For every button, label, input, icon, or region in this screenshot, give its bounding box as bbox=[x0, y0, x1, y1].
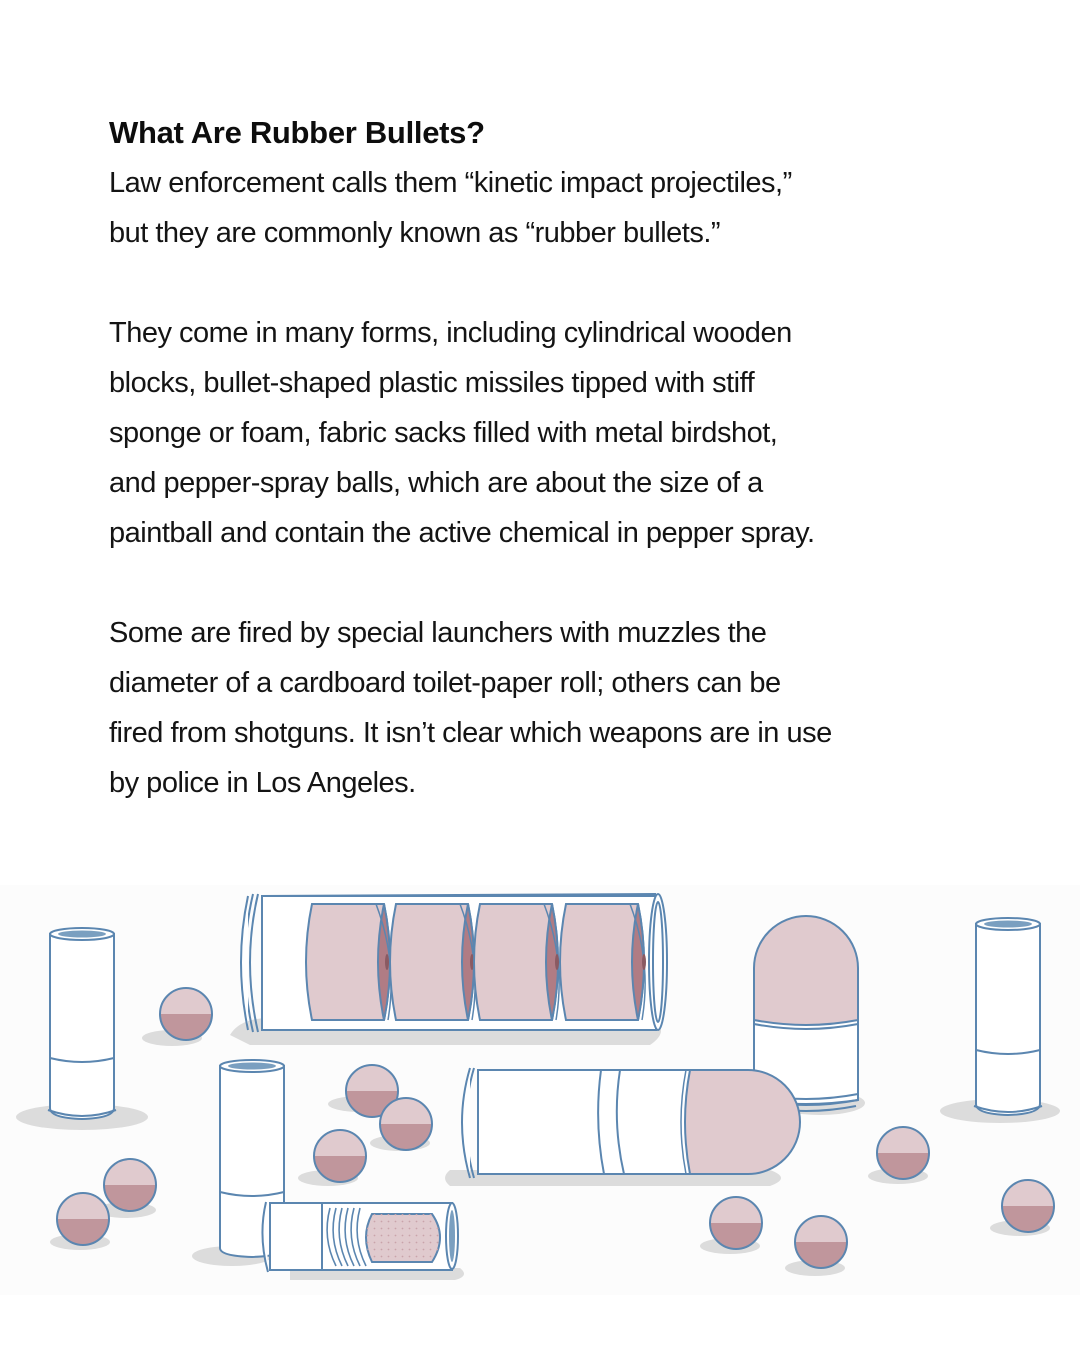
paragraph-launchers bbox=[109, 608, 1009, 808]
paragraph-forms bbox=[109, 308, 1009, 558]
pepper-ball-icon bbox=[877, 1127, 929, 1179]
pepper-ball-icon bbox=[160, 988, 212, 1040]
pepper-ball-icon bbox=[57, 1193, 109, 1245]
shotgun-shell-left bbox=[48, 928, 116, 1119]
text-line: fired from shotguns. It isn’t clear which weapons are in use bbox=[109, 717, 832, 749]
text-line: diameter of a cardboard toilet-paper roll; others can be bbox=[109, 667, 781, 699]
shotgun-shell-right bbox=[974, 918, 1042, 1115]
sponge-round-lying bbox=[462, 1068, 800, 1178]
text-line: paintball and contain the active chemical in pepper spray. bbox=[109, 517, 815, 549]
paragraph-intro bbox=[109, 158, 1009, 258]
pepper-ball-icon bbox=[104, 1159, 156, 1211]
wooden-block-round bbox=[241, 894, 667, 1032]
pepper-ball-icon bbox=[795, 1216, 847, 1268]
pepper-ball-icon bbox=[380, 1098, 432, 1150]
bean-bag-round bbox=[262, 1202, 458, 1272]
text-line: Law enforcement calls them “kinetic impact projectiles,” bbox=[109, 167, 792, 199]
article-title: What Are Rubber Bullets? bbox=[109, 115, 485, 150]
text-line: sponge or foam, fabric sacks filled with metal birdshot, bbox=[109, 417, 778, 449]
article bbox=[109, 108, 1009, 858]
pepper-ball-icon bbox=[710, 1197, 762, 1249]
text-line: Some are fired by special launchers with muzzles the bbox=[109, 617, 767, 649]
text-line: They come in many forms, including cylindrical wooden bbox=[109, 317, 792, 349]
text-line: by police in Los Angeles. bbox=[109, 767, 416, 799]
text-line: but they are commonly known as “rubber bullets.” bbox=[109, 217, 721, 249]
pepper-ball-icon bbox=[1002, 1180, 1054, 1232]
text-line: blocks, bullet-shaped plastic missiles tipped with stiff bbox=[109, 367, 755, 399]
text-line: and pepper-spray balls, which are about the size of a bbox=[109, 467, 763, 499]
projectiles-illustration-svg bbox=[0, 885, 1080, 1295]
pepper-ball-icon bbox=[314, 1130, 366, 1182]
projectiles-illustration bbox=[0, 885, 1080, 1295]
